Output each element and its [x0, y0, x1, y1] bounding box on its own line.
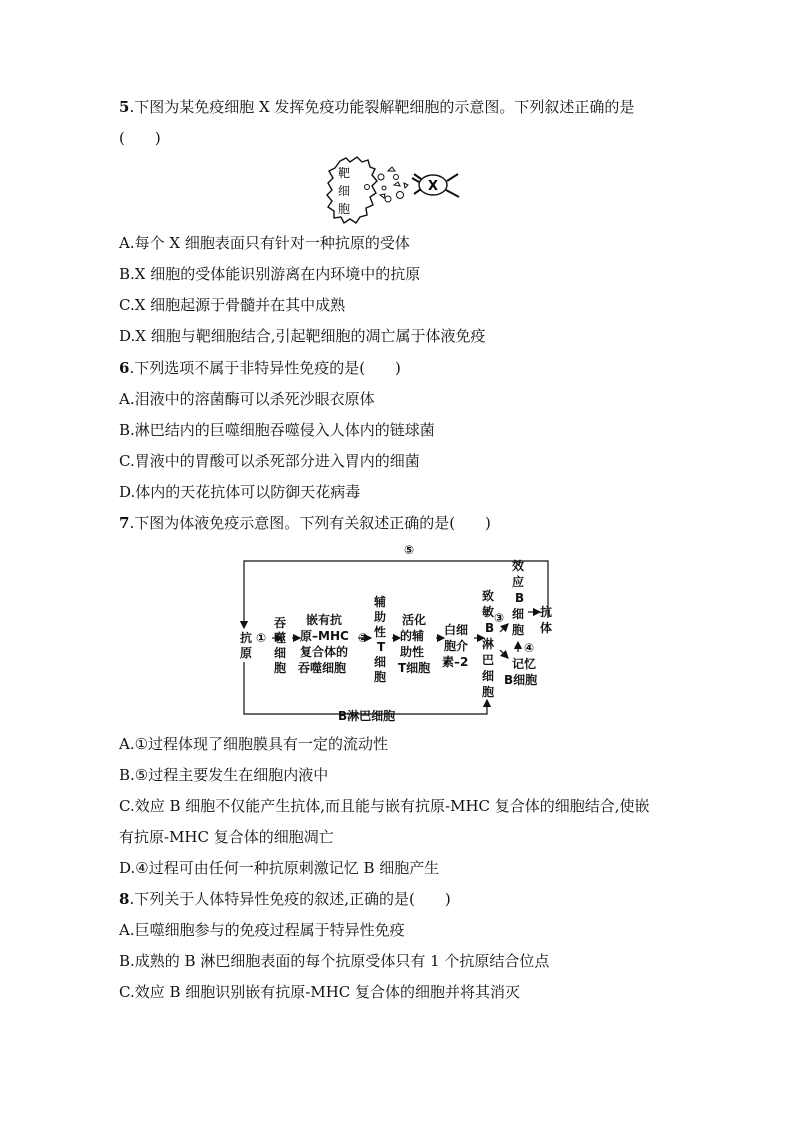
macrophage-label: 吞: [274, 616, 287, 630]
q5-option-c: C.X 细胞起源于骨髓并在其中成熟: [119, 296, 346, 314]
b-lymph-label: B淋巴细胞: [338, 709, 396, 723]
stem-text: .下列关于人体特异性免疫的叙述,正确的是( ): [129, 890, 451, 908]
q5-option-b: B.X 细胞的受体能识别游离在内环境中的抗原: [119, 265, 421, 283]
activated-t-label: 的辅: [400, 629, 425, 643]
effector-b-label: 效: [512, 559, 525, 573]
complex-label: 原–MHC: [300, 629, 349, 643]
question-number: 6: [119, 359, 130, 377]
q5-stem: [119, 97, 634, 117]
q5-option-d: D.X 细胞与靶细胞结合,引起靶细胞的凋亡属于体液免疫: [119, 327, 486, 345]
step2-label: ②: [358, 631, 369, 645]
effector-b-label: 细: [512, 607, 525, 621]
step4-label: ④: [524, 641, 535, 655]
q6-option-d: D.体内的天花抗体可以防御天花病毒: [119, 483, 361, 501]
complex-label: 嵌有抗: [306, 613, 343, 627]
q7-option-b: B.⑤过程主要发生在细胞内液中: [119, 766, 329, 784]
antibody-label: 体: [540, 621, 553, 635]
target-label-2: 细: [338, 184, 351, 198]
q7-option-d: D.④过程可由任何一种抗原刺激记忆 B 细胞产生: [119, 859, 440, 877]
x-cell-icon: [412, 174, 459, 197]
x-label: X: [428, 179, 439, 194]
sensitized-b-label: 致: [482, 589, 495, 603]
q7-option-a: A.①过程体现了细胞膜具有一定的流动性: [119, 735, 389, 753]
q8-option-c: C.效应 B 细胞识别嵌有抗原-MHC 复合体的细胞并将其消灭: [119, 983, 521, 1001]
question-number: 5: [119, 98, 130, 116]
helper-t-label: 助: [374, 610, 387, 624]
activated-t-label: 活化: [402, 613, 427, 627]
complex-label: 吞噬细胞: [298, 661, 347, 675]
effector-b-label: B: [515, 591, 525, 605]
helper-t-label: 辅: [374, 595, 387, 609]
helper-t-label: 胞: [374, 670, 387, 684]
humoral-immunity-diagram: [232, 540, 562, 724]
macrophage-label: 细: [274, 646, 287, 660]
q7-option-c: C.效应 B 细胞不仅能产生抗体,而且能与嵌有抗原-MHC 复合体的细胞结合,使嵌: [119, 797, 650, 815]
stem-text: .下列选项不属于非特异性免疫的是( ): [129, 359, 401, 377]
sensitized-b-label: 敏: [482, 605, 495, 619]
sensitized-b-label: 巴: [482, 653, 495, 667]
step1-label: ①: [256, 631, 267, 645]
antigen-label: 抗: [240, 631, 253, 645]
macrophage-label: 胞: [274, 661, 287, 675]
il2-label: 胞介: [444, 639, 469, 653]
q6-option-b: B.淋巴结内的巨噬细胞吞噬侵入人体内的链球菌: [119, 421, 435, 439]
stem-text: .下图为体液免疫示意图。下列有关叙述正确的是( ): [129, 514, 491, 532]
q8-stem: [119, 889, 451, 909]
target-cell-outline: [327, 157, 377, 223]
sensitized-b-label: 胞: [482, 685, 495, 699]
target-label-1: 靶: [338, 166, 351, 180]
q6-option-a: A.泪液中的溶菌酶可以杀死沙眼衣原体: [119, 390, 375, 408]
antibody-label: 抗: [540, 605, 553, 619]
q6-stem: [119, 358, 401, 378]
antigen-label: 原: [240, 646, 253, 660]
step5-label: ⑤: [404, 543, 415, 557]
helper-t-label: 性: [374, 625, 387, 639]
q7-option-c-cont: 有抗原-MHC 复合体的细胞凋亡: [119, 828, 334, 846]
effector-b-label: 胞: [512, 623, 525, 637]
effector-b-label: 应: [512, 575, 525, 589]
helper-t-label: T: [377, 640, 386, 654]
q8-option-a: A.巨噬细胞参与的免疫过程属于特异性免疫: [119, 921, 405, 939]
q5-answer-paren: ( ): [119, 129, 161, 147]
step3-label: ③: [494, 611, 505, 625]
target-cell-figure: [326, 155, 466, 225]
il2-label: 白细: [444, 623, 469, 637]
macrophage-label: 噬: [274, 631, 287, 645]
il2-label: 素–2: [442, 655, 469, 669]
complex-label: 复合体的: [300, 645, 349, 659]
memory-b-label: B细胞: [504, 673, 538, 687]
helper-t-label: 细: [374, 655, 387, 669]
sensitized-b-label: 淋: [482, 637, 495, 651]
q5-option-a: A.每个 X 细胞表面只有针对一种抗原的受体: [119, 234, 410, 252]
q8-option-b: B.成熟的 B 淋巴细胞表面的每个抗原受体只有 1 个抗原结合位点: [119, 952, 550, 970]
q7-stem: [119, 513, 491, 533]
stem-text: .下图为某免疫细胞 X 发挥免疫功能裂解靶细胞的示意图。下列叙述正确的是: [129, 98, 635, 116]
memory-b-label: 记忆: [512, 657, 537, 671]
activated-t-label: 助性: [400, 645, 425, 659]
activated-t-label: T细胞: [398, 661, 431, 675]
sensitized-b-label: B: [485, 621, 495, 635]
q6-option-c: C.胃液中的胃酸可以杀死部分进入胃内的细菌: [119, 452, 420, 470]
target-label-3: 胞: [338, 202, 351, 216]
question-number: 7: [119, 514, 130, 532]
sensitized-b-label: 细: [482, 669, 495, 683]
question-number: 8: [119, 890, 130, 908]
